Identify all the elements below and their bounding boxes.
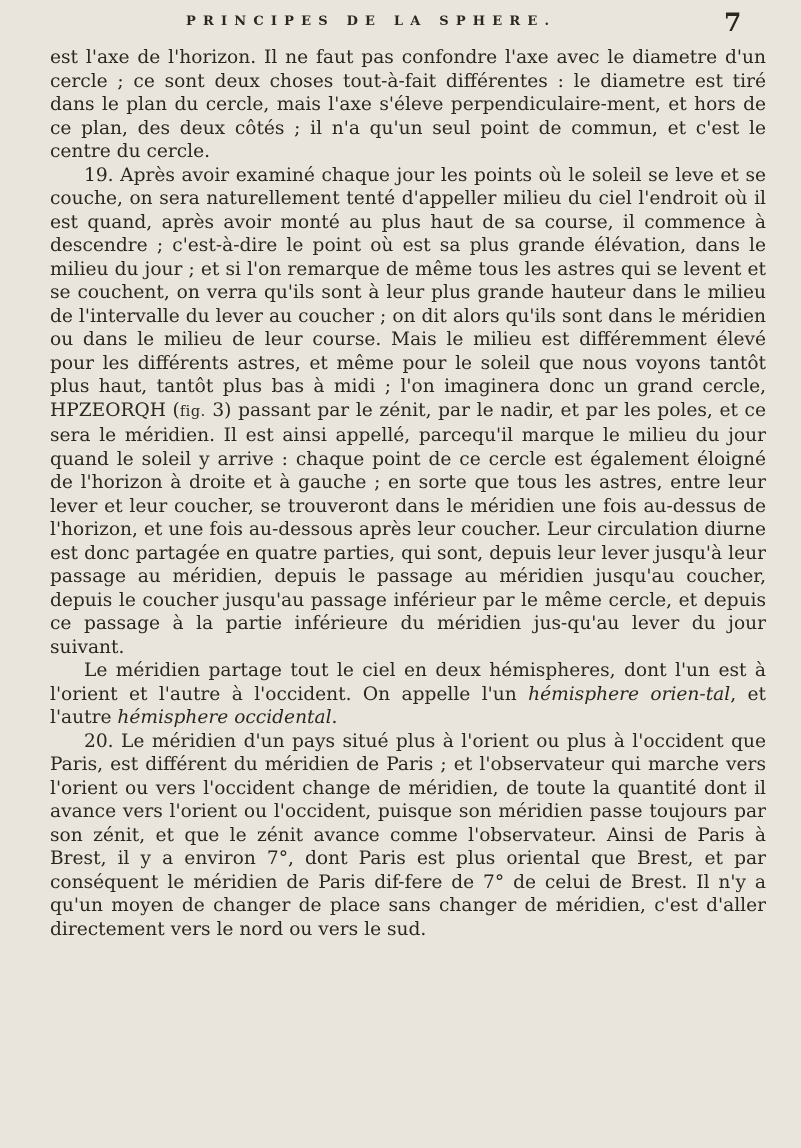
paragraph-axe: est l'axe de l'horizon. Il ne faut pas confondre l'axe avec le diametre d'un cercle ; ce sont deux choses tout-à-fait différentes : le diametre est tiré dans le plan du cercle, mais l'axe s'éleve perpendiculaire-ment, et hors de ce plan, des deux côtés ; il n'a qu'un seul point de commun, et c'est le centre du cercle. xyxy=(50,47,766,162)
running-title: PRINCIPES DE LA SPHERE. xyxy=(186,14,557,29)
paragraph-19-text-a: 19. Après avoir examiné chaque jour les points où le soleil se leve et se couche, on sera naturellement tenté d'appeller milieu du ciel l'endroit où il est quand, après avoir monté au plus haut de sa course, il commence à descendre ; c'est-à-dire le point où est sa plus grande élévation, dans le milieu du jour ; et si l'on remarque de même tous les astres qui se levent et se couchent, on verra qu'ils sont à leur plus grande hauteur dans le milieu de l'intervalle du lever au coucher ; on dit alors qu'ils sont dans le méridien ou dans le milieu de leur course. Mais le milieu est différemment élevé pour les différents astres, et même pour le soleil que nous voyons tantôt plus haut, tantôt plus bas à midi ; l'on imaginera donc un grand cercle, HPZEORQH ( xyxy=(50,164,766,421)
figure-reference: fig. xyxy=(179,403,206,420)
hemispheres-text-c: . xyxy=(331,707,338,728)
term-oriental: hémisphere orien-tal xyxy=(528,683,731,705)
hemispheres-text-a: Le méridien partage tout le ciel en deux hémispheres, dont l'un est à l'orient et l'autre à l'occident. On appelle l'un xyxy=(50,660,766,705)
page-number: 7 xyxy=(724,8,742,37)
body-text xyxy=(50,46,766,941)
term-occidental: hémisphere occidental xyxy=(117,707,332,728)
paragraph-20: 20. Le méridien d'un pays situé plus à l'orient ou plus à l'occident que Paris, est différent du méridien de Paris ; et l'observateur qui marche vers l'orient ou vers l'occident change de méridien, de toute la quantité dont il avance vers l'orient ou l'occident, puisque son méridien passe toujours par son zénit, et que le zénit avance comme l'observateur. Ainsi de Paris à Brest, il y a environ 7°, dont Paris est plus oriental que Brest, et par conséquent le méridien de Paris dif-fere de 7° de celui de Brest. Il n'y a qu'un moyen de changer de place sans changer de méridien, c'est d'aller directement vers le nord ou vers le sud. xyxy=(50,730,766,940)
page-header xyxy=(0,8,801,42)
hemispheres-text-b: , et l'autre xyxy=(50,683,766,728)
paragraph-hemispheres xyxy=(50,659,766,730)
paragraph-19 xyxy=(50,164,766,660)
paragraph-19-text-b: 3) passant par le zénit, par le nadir, et par les poles, et ce sera le méridien. Il est ainsi appellé, parcequ'il marque le milieu du jour quand le soleil y arrive : chaque point de ce cercle est également éloigné de l'horizon à droite et à gauche ; en sorte que tous les astres, entre leur lever et leur coucher, se trouveront dans le méridien une fois au-dessus de l'horizon, et une fois au-dessous après leur coucher. Leur circulation diurne est donc partagée en quatre parties, qui sont, depuis leur lever jusqu'à leur passage au méridien, depuis le passage au méridien jusqu'au coucher, depuis le coucher jusqu'au passage inférieur par le même cercle, et depuis ce passage à la partie inférieure du méridien jus-qu'au lever du jour suivant. xyxy=(50,399,766,658)
